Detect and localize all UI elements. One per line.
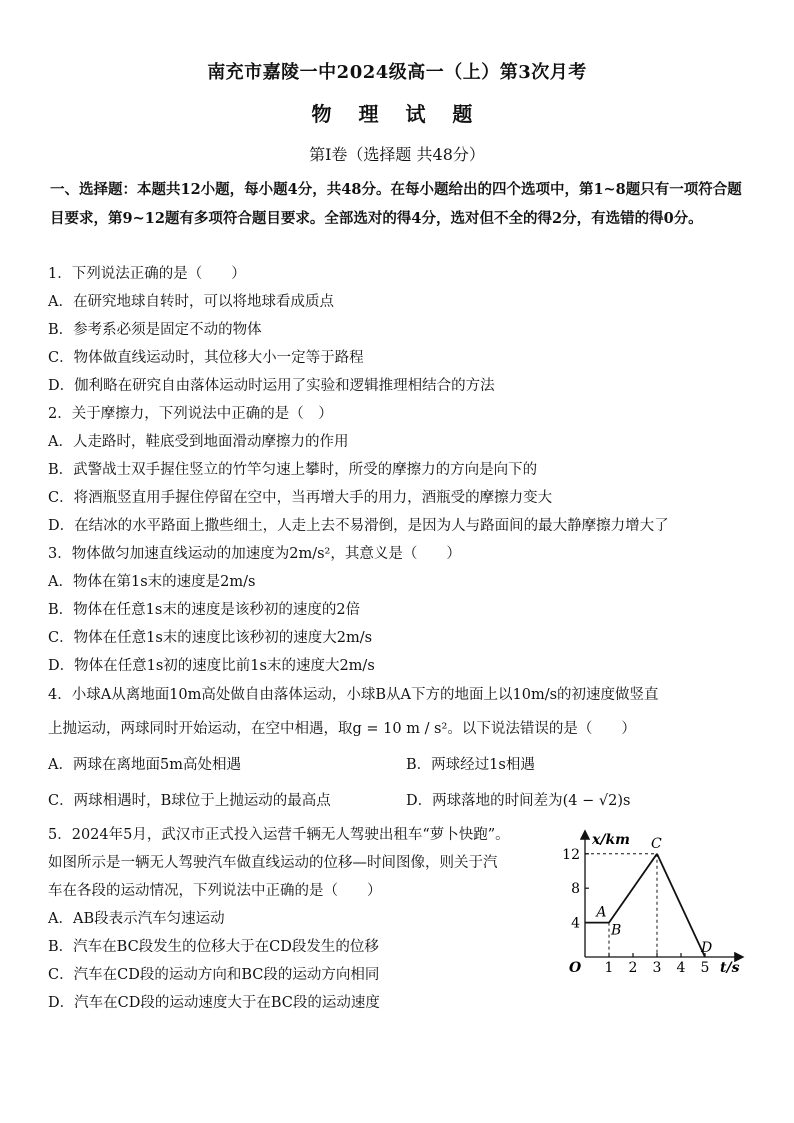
q1-option-d: D．伽利略在研究自由落体运动时运用了实验和逻辑推理相结合的方法 — [48, 378, 495, 394]
series-segment-2 — [657, 854, 705, 957]
y-axis-label: x/km — [592, 832, 630, 848]
series-segment-1 — [609, 854, 657, 923]
q3-option-d: D．物体在任意1s初的速度比前1s末的速度大2m/s — [48, 658, 375, 674]
point-label-D: D — [701, 940, 713, 956]
y-tick-label-4: 4 — [571, 915, 580, 932]
q5-option-d: D．汽车在CD段的运动速度大于在BC段的运动速度 — [48, 995, 380, 1011]
q4-option-a: A．两球在离地面5m高处相遇 — [48, 757, 241, 773]
x-tick-label-5: 5 — [700, 960, 710, 976]
q2-option-b: B．武警战士双手握住竖立的竹竿匀速上攀时，所受的摩擦力的方向是向下的 — [48, 462, 538, 478]
q1-option-b: B．参考系必须是固定不动的物体 — [48, 322, 262, 338]
y-tick-label-8: 8 — [571, 881, 580, 898]
q5-option-a: A．AB段表示汽车匀速运动 — [48, 911, 225, 927]
origin-label: O — [569, 960, 582, 976]
q2-stem: 2．关于摩擦力，下列说法中正确的是（ ） — [48, 406, 333, 422]
q3-option-a: A．物体在第1s末的速度是2m/s — [48, 574, 256, 590]
x-tick-label-2: 2 — [628, 960, 638, 976]
point-label-B: B — [611, 922, 622, 939]
q1-stem: 1．下列说法正确的是（ ） — [48, 266, 246, 282]
q4-option-d: D．两球落地的时间差为(4 − √2)s — [406, 793, 631, 809]
q2-option-c: C．将酒瓶竖直用手握住停留在空中，当再增大手的用力，酒瓶受的摩擦力变大 — [48, 490, 553, 506]
point-label-C: C — [651, 835, 662, 852]
q1-option-a: A．在研究地球自转时，可以将地球看成质点 — [48, 294, 334, 310]
x-tick-label-4: 4 — [676, 960, 686, 976]
q3-option-b: B．物体在任意1s末的速度是该秒初的速度的2倍 — [48, 602, 361, 618]
q4-option-c: C．两球相遇时，B球位于上抛运动的最高点 — [48, 793, 331, 809]
q2-option-d: D．在结冰的水平路面上撒些细土，人走上去不易滑倒，是因为人与路面间的最大静摩擦力增大了 — [48, 518, 669, 534]
q4-option-b: B．两球经过1s相遇 — [406, 757, 535, 773]
section-instructions: 一、选择题：本题共12小题，每小题4分，共48分。在每小题给出的四个选项中，第1~8题只有一项符合题目要求，第9~12题有多项符合题目要求。全部选对的得4分，选对但不全的得2分，有选错的得0分。 — [50, 181, 742, 227]
x-tick-label-1: 1 — [604, 960, 614, 976]
q4-stem-line2: 上抛运动，两球同时开始运动，在空中相遇，取g = 10 m / s²。以下说法错误的是（ ） — [48, 721, 636, 737]
exam-title: 南充市嘉陵一中2024级高一（上）第3次月考 — [207, 62, 587, 83]
section-title: 第Ⅰ卷（选择题 共48分） — [309, 145, 485, 164]
q5-stem-line2: 如图所示是一辆无人驾驶汽车做直线运动的位移—时间图像，则关于汽 — [48, 855, 498, 871]
q3-stem: 3．物体做匀加速直线运动的加速度为2m/s²，其意义是（ ） — [48, 546, 461, 562]
q4-stem-line1: 4．小球A从离地面10m高处做自由落体运动，小球B从A下方的地面上以10m/s的初速度做竖直 — [48, 687, 659, 703]
q5-stem-line3: 车在各段的运动情况，下列说法中正确的是（ ） — [48, 883, 382, 899]
y-tick-label-12: 12 — [562, 846, 580, 863]
q3-option-c: C．物体在任意1s末的速度比该秒初的速度大2m/s — [48, 630, 373, 646]
point-label-A: A — [596, 904, 607, 921]
q2-option-a: A．人走路时，鞋底受到地面滑动摩擦力的作用 — [48, 434, 349, 450]
q5-stem-line1: 5．2024年5月，武汉市正式投入运营千辆无人驾驶出租车“萝卜快跑”。 — [48, 827, 510, 843]
q5-option-c: C．汽车在CD段的运动方向和BC段的运动方向相同 — [48, 967, 380, 983]
x-axis-label: t/s — [720, 960, 740, 976]
q5-option-b: B．汽车在BC段发生的位移大于在CD段发生的位移 — [48, 939, 379, 955]
q1-option-c: C．物体做直线运动时，其位移大小一定等于路程 — [48, 350, 364, 366]
xt-graph — [560, 826, 760, 986]
x-tick-label-3: 3 — [652, 960, 662, 976]
subject-title: 物 理 试 题 — [311, 102, 483, 126]
